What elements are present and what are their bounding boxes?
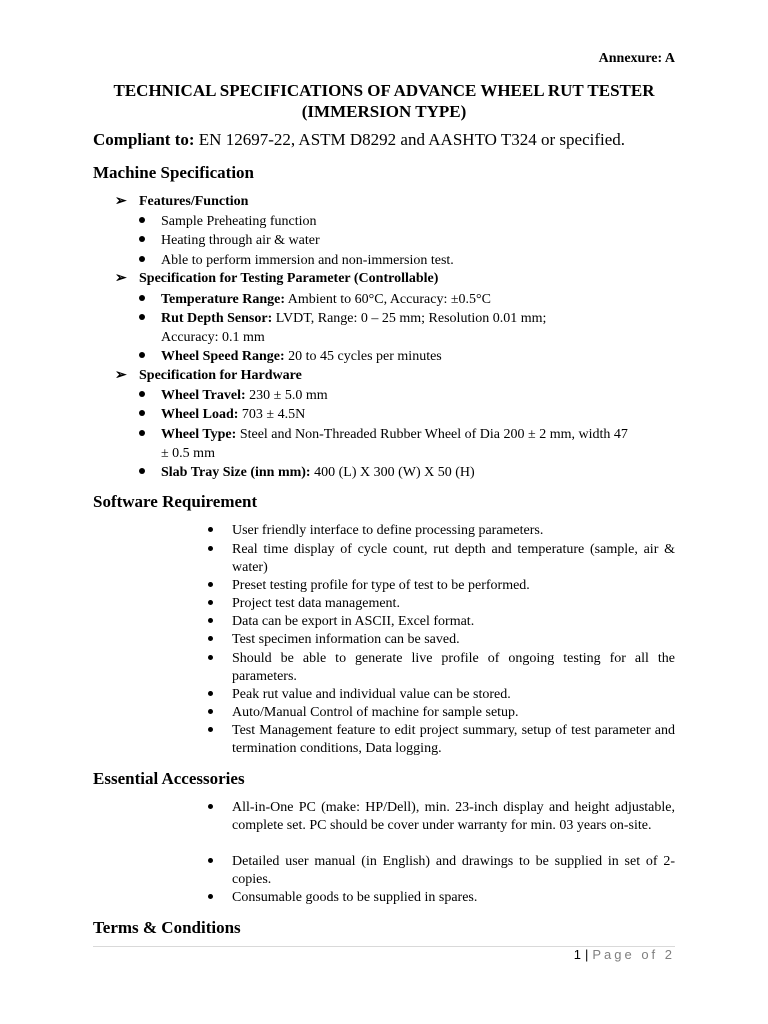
compliance-label: Compliant to: [93,130,195,149]
bullet-icon [208,618,213,623]
bullet-icon [208,727,213,732]
bullet-icon [139,314,145,320]
list-item [161,405,675,424]
compliance-value: EN 12697-22, ASTM D8292 and AASHTO T324 or specified. [194,130,626,149]
spec-value: 230 ± 5.0 mm [245,388,328,403]
bullet-icon [208,527,213,532]
bullet-icon [208,600,213,605]
list-item [232,613,675,631]
spec-label: Rut Depth Sensor: [161,311,273,326]
list-item [232,650,675,686]
bullet-icon [139,468,145,474]
list-item [232,853,675,889]
list-item [161,425,631,463]
page-label: Page of 2 [592,947,675,962]
spec-value: Steel and Non-Threaded Rubber Wheel of Dia 200 ± 2 mm, width 47 ± 0.5 mm [161,427,628,461]
hardware-heading-text: Specification for Hardware [139,367,302,383]
list-item-text: Should be able to generate live profile of ongoing testing for all the parameters. [232,651,675,684]
list-item-text: All-in-One PC (make: HP/Dell), min. 23-inch display and height adjustable, complete set. PC should be cover under warranty for min. 03 years on-site. [232,800,675,833]
spec-value: Ambient to 60°C, Accuracy: ±0.5°C [285,292,491,307]
bullet-icon [208,582,213,587]
annexure-label: Annexure: A [598,51,675,66]
spec-label: Slab Tray Size (inn mm): [161,465,311,480]
list-item [232,686,675,704]
features-heading [115,193,248,210]
hardware-heading [115,367,302,384]
list-item-text: Auto/Manual Control of machine for sample setup. [232,705,519,720]
bullet-icon [139,410,145,416]
bullet-icon [208,804,213,809]
list-item-text: User friendly interface to define processing parameters. [232,523,544,538]
list-item-text: Peak rut value and individual value can be stored. [232,687,511,702]
page-footer [574,947,675,962]
spec-label: Wheel Load: [161,407,239,422]
list-item [161,463,675,482]
bullet-icon [139,295,145,301]
list-item [232,522,675,540]
spec-label: Temperature Range: [161,292,286,307]
bullet-icon [208,709,213,714]
list-item-text: Consumable goods to be supplied in spares. [232,890,478,905]
terms-heading: Terms & Conditions [93,918,241,937]
list-item-text: Data can be export in ASCII, Excel format. [232,614,475,629]
testing-heading-text: Specification for Testing Parameter (Controllable) [139,270,439,286]
list-item-text: Preset testing profile for type of test to be performed. [232,578,530,593]
title-line-2: (IMMERSION TYPE) [301,102,467,121]
bullet-icon [208,691,213,696]
list-item [161,212,675,231]
spec-value: 703 ± 4.5N [238,407,306,422]
spec-label: Wheel Travel: [161,388,246,403]
bullet-icon [139,217,145,223]
spec-value: 20 to 45 cycles per minutes [284,349,442,364]
document-title [93,80,675,122]
spec-value: 400 (L) X 300 (W) X 50 (H) [310,465,475,480]
list-item-text: Heating through air & water [161,233,320,248]
list-item [232,799,675,835]
list-item [232,595,675,613]
list-item [161,231,675,250]
spec-label: Wheel Type: [161,427,237,442]
arrow-bullet-icon: ➢ [115,271,127,286]
list-item [232,577,675,595]
list-item [161,251,675,270]
list-item-text: Project test data management. [232,596,400,611]
software-heading: Software Requirement [93,492,258,511]
list-item-text: Detailed user manual (in English) and drawings to be supplied in set of 2-copies. [232,854,675,887]
bullet-icon [139,236,145,242]
bullet-icon [139,391,145,397]
features-heading-text: Features/Function [139,193,249,209]
bullet-icon [208,546,213,551]
compliance-line [93,130,625,150]
list-item [232,541,675,577]
list-item-text: Test Management feature to edit project summary, setup of test parameter and termination conditions, Data logging. [232,723,675,756]
spec-label: Wheel Speed Range: [161,349,285,364]
list-item-text: Able to perform immersion and non-immersion test. [161,253,454,268]
spec-value: LVDT, Range: 0 – 25 mm; Resolution 0.01 mm; Accuracy: 0.1 mm [161,311,547,345]
list-item-text: Sample Preheating function [161,214,317,229]
list-item [232,722,675,758]
list-item [232,889,675,907]
arrow-bullet-icon: ➢ [115,368,127,383]
bullet-icon [208,894,213,899]
bullet-icon [208,858,213,863]
list-item [161,386,675,405]
bullet-icon [139,352,145,358]
page-number: 1 [573,947,581,962]
list-item [232,704,675,722]
list-item-text: Real time display of cycle count, rut depth and temperature (sample, air & water) [232,542,675,575]
list-item [161,290,675,309]
arrow-bullet-icon: ➢ [115,194,127,209]
list-item [232,631,675,649]
list-item [161,309,591,347]
footer-separator: | [584,947,589,962]
bullet-icon [208,655,213,660]
bullet-icon [139,430,145,436]
testing-heading [115,270,438,287]
list-item-text: Test specimen information can be saved. [232,632,460,647]
machine-spec-heading: Machine Specification [93,163,255,182]
bullet-icon [139,256,145,262]
accessories-heading: Essential Accessories [93,769,245,788]
title-line-1: TECHNICAL SPECIFICATIONS OF ADVANCE WHEEL RUT TESTER [113,81,655,100]
list-item [161,347,675,366]
bullet-icon [208,636,213,641]
